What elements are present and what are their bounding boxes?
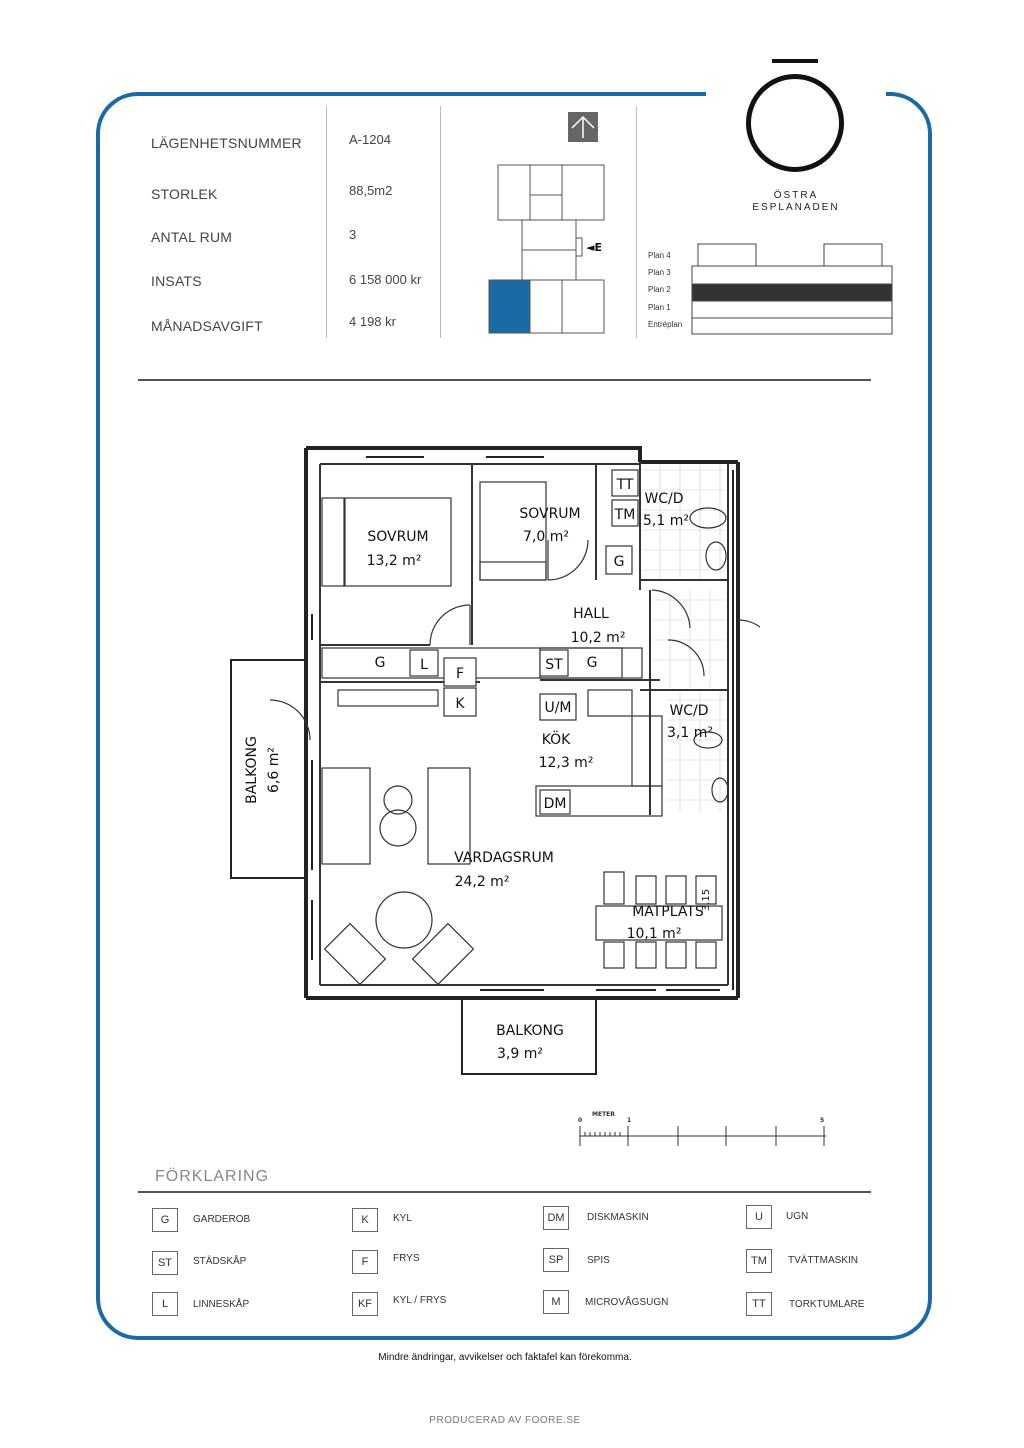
legend-name-st: STÄDSKÅP [193, 1256, 247, 1267]
legend-name-tm: TVÄTTMASKIN [788, 1255, 859, 1266]
floor-label-1: Plan 1 [648, 303, 671, 312]
logo-bar [772, 59, 818, 63]
floor-label-2: Plan 2 [648, 285, 671, 294]
legend-title: FÖRKLARING [155, 1168, 270, 1185]
fixture-code-g-bedroom: G [374, 655, 386, 671]
legend-name-sp: SPIS [587, 1255, 610, 1266]
legend-name-u: UGN [786, 1211, 809, 1222]
room-name-balcony-left: BALKONG [244, 736, 260, 804]
room-area-wc-1: 5,1 m² [643, 513, 689, 529]
dimension-label: 3.15 [701, 888, 712, 912]
key-plan [486, 162, 616, 338]
disclaimer-note: Mindre ändringar, avvikelser och faktafel kan förekomma. [378, 1352, 632, 1363]
room-area-balcony-left: 6,6 m² [266, 747, 282, 793]
header-rule [138, 379, 871, 381]
info-divider-3 [636, 106, 637, 338]
value-deposit: 6 158 000 kr [349, 272, 422, 287]
legend-code-kf: KF [352, 1292, 378, 1316]
floor-plan [220, 438, 760, 1078]
room-name-living-room: VARDAGSRUM [454, 850, 554, 866]
north-arrow-icon [568, 112, 598, 142]
fixture-code-g-hall: G [613, 554, 625, 570]
scale-tick-0: 0 [578, 1117, 583, 1124]
legend-code-k: K [352, 1208, 378, 1232]
legend-code-dm: DM [543, 1206, 569, 1230]
floor-label-entry: Entréplan [648, 320, 683, 329]
logo-ring [746, 74, 844, 172]
room-name-kitchen: KÖK [541, 732, 571, 748]
legend-code-m: M [543, 1290, 569, 1314]
legend-code-g: G [152, 1208, 178, 1232]
legend-name-dm: DISKMASKIN [587, 1212, 649, 1223]
room-area-dining: 10,1 m² [626, 926, 682, 942]
legend-name-g: GARDEROB [193, 1214, 251, 1225]
room-area-bedroom-large: 13,2 m² [366, 553, 422, 569]
fixture-code-f: F [455, 666, 465, 682]
logo-line2: ESPLANADEN [752, 202, 840, 213]
legend-code-f: F [352, 1250, 378, 1274]
floor-stack-diagram [690, 242, 896, 336]
value-size: 88,5m2 [349, 183, 393, 198]
logo-line1: ÖSTRA [773, 190, 819, 201]
fixture-code-tt: TT [616, 477, 634, 493]
room-name-wc-1: WC/D [644, 491, 684, 507]
legend-code-u: U [746, 1205, 772, 1229]
room-area-wc-2: 3,1 m² [667, 725, 713, 741]
room-name-bedroom-small: SOVRUM [519, 506, 581, 522]
fixture-code-g-hall-2: G [586, 655, 598, 671]
label-apartment-number: LÄGENHETSNUMMER [151, 135, 302, 151]
scale-tick-5: 5 [820, 1117, 825, 1124]
fixture-code-k: K [455, 696, 465, 712]
fixture-code-st: ST [545, 657, 563, 673]
legend-name-tt: TORKTUMLARE [789, 1299, 865, 1310]
entrance-label: ◄E [586, 241, 602, 254]
fixture-code-l: L [420, 657, 428, 673]
label-rooms: ANTAL RUM [151, 229, 233, 245]
legend-rule [138, 1191, 871, 1193]
value-apartment-number: A-1204 [349, 132, 391, 147]
label-monthly-fee: MÅNADSAVGIFT [151, 318, 263, 334]
value-rooms: 3 [349, 227, 357, 242]
legend-name-k: KYL [393, 1213, 412, 1224]
floor-current-highlight [692, 284, 892, 301]
fixture-code-um: U/M [544, 700, 572, 716]
legend-name-kf: KYL / FRYS [393, 1295, 447, 1306]
legend-name-m: MICROVÅGSUGN [585, 1297, 669, 1308]
producer-credit: PRODUCERAD AV FOORE.SE [429, 1415, 581, 1426]
room-name-balcony-bottom: BALKONG [496, 1023, 564, 1039]
room-area-kitchen: 12,3 m² [538, 755, 594, 771]
label-deposit: INSATS [151, 273, 202, 289]
room-name-wc-2: WC/D [669, 703, 709, 719]
fixture-code-tm: TM [614, 507, 636, 523]
fixture-code-dm: DM [543, 796, 567, 812]
room-name-dining: MATPLATS [632, 904, 704, 920]
info-divider-1 [326, 106, 327, 338]
value-monthly-fee: 4 198 kr [349, 314, 396, 329]
room-area-living-room: 24,2 m² [454, 874, 510, 890]
floor-label-4: Plan 4 [648, 251, 671, 260]
room-area-balcony-bottom: 3,9 m² [497, 1046, 543, 1062]
legend-code-tt: TT [746, 1292, 772, 1316]
key-plan-highlight [489, 280, 530, 333]
legend-name-l: LINNESKÅP [193, 1299, 250, 1310]
legend-code-tm: TM [746, 1249, 772, 1273]
legend-code-sp: SP [543, 1248, 569, 1272]
legend-name-f: FRYS [393, 1253, 420, 1264]
scale-unit: METER [592, 1111, 615, 1118]
room-name-bedroom-large: SOVRUM [367, 529, 429, 545]
room-area-hall: 10,2 m² [570, 630, 626, 646]
label-size: STORLEK [151, 186, 218, 202]
room-name-hall: HALL [573, 606, 609, 622]
room-area-bedroom-small: 7,0 m² [523, 529, 569, 545]
info-divider-2 [440, 106, 441, 338]
scale-bar [570, 1108, 840, 1152]
legend-code-st: ST [152, 1251, 178, 1275]
legend-code-l: L [152, 1292, 178, 1316]
floor-label-3: Plan 3 [648, 268, 671, 277]
scale-tick-1: 1 [627, 1117, 632, 1124]
